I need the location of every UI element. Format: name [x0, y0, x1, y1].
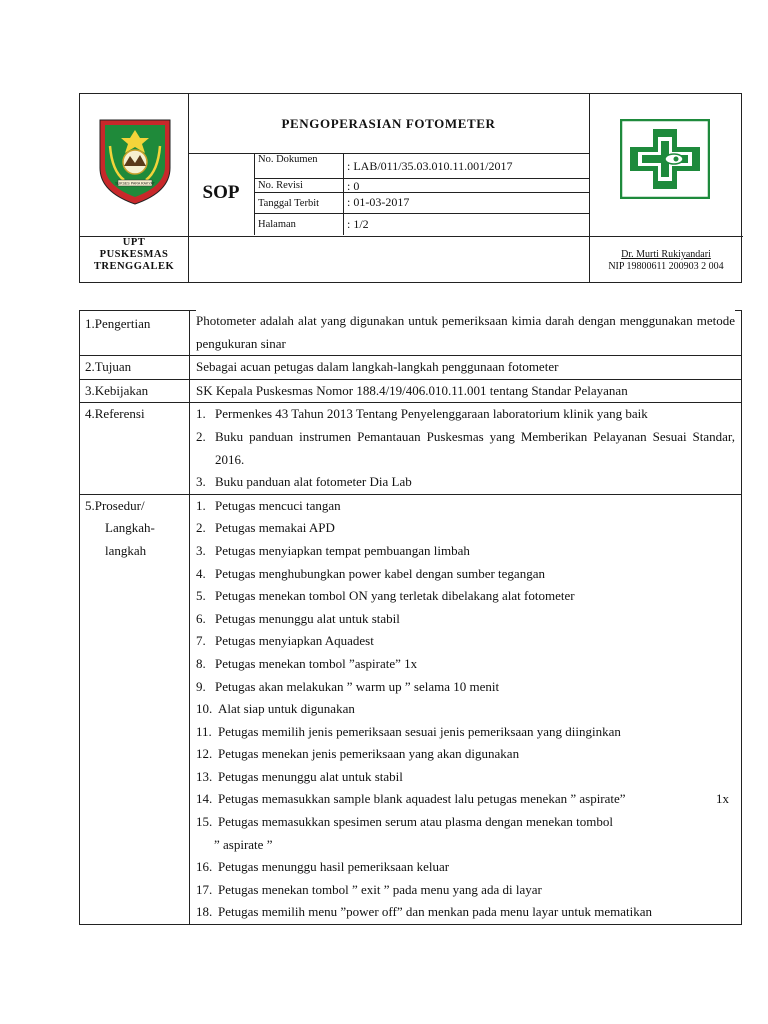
procedure-step: [196, 517, 735, 540]
step-text: Petugas menghubungkan power kabel dengan sumber tegangan: [215, 565, 545, 581]
step-number: 2.: [196, 520, 206, 536]
step-text: Petugas menekan jenis pemeriksaan yang akan digunakan: [218, 746, 520, 762]
item-number: 1.: [196, 406, 206, 422]
section-label: 2.Tujuan: [80, 356, 190, 379]
procedure-step: [196, 608, 735, 631]
list-item: [196, 471, 735, 494]
item-number: 2.: [196, 428, 206, 444]
list-item: [196, 426, 735, 471]
divider: [188, 236, 589, 237]
section-text: SK Kepala Puskesmas Nomor 188.4/19/406.010.11.001 tentang Standar Pelayanan: [196, 382, 628, 398]
step-number: 1.: [196, 497, 206, 513]
step-text: Alat siap untuk digunakan: [218, 701, 355, 717]
regency-emblem-icon: [96, 116, 174, 206]
procedure-step: [196, 856, 735, 879]
org-line: PUSKESMAS: [99, 249, 169, 260]
divider: [254, 192, 589, 193]
issue-date-label: Tanggal Terbit: [258, 198, 320, 209]
step-number: 15.: [196, 814, 213, 830]
signer-name: Dr. Murti Rukiyandari: [621, 249, 711, 260]
step-text: Petugas menyiapkan Aquadest: [215, 633, 374, 649]
procedure-step: [196, 653, 735, 676]
procedure-steps: [190, 495, 741, 924]
step-text: Petugas memilih menu ”power off” dan menkan pada menu layar untuk mematikan: [218, 904, 653, 920]
section-referensi: [80, 402, 741, 493]
section-text: Sebagai acuan petugas dalam langkah-langkah penggunaan fotometer: [196, 359, 559, 375]
procedure-step: [196, 698, 735, 721]
step-number: 12.: [196, 746, 213, 762]
section-text: Photometer adalah alat yang digunakan untuk pemeriksaan kimia darah dengan menggunakan metode pengukuran sinar: [196, 313, 735, 351]
step-text: Petugas menunggu hasil pemeriksaan keluar: [218, 859, 450, 875]
step-number: 10.: [196, 701, 213, 717]
section-tujuan: [80, 355, 741, 379]
procedure-step: [196, 585, 735, 608]
divider: [254, 153, 255, 235]
step-number: 6.: [196, 610, 206, 626]
item-text: Buku panduan instrumen Pemantauan Puskesmas yang Memberikan Pelayanan Sesuai Standar, 2016.: [215, 428, 735, 467]
list-item: [196, 403, 735, 426]
document-title: PENGOPERASIAN FOTOMETER: [281, 116, 496, 131]
section-prosedur: [80, 494, 741, 924]
page-label: Halaman: [258, 219, 296, 230]
step-number: 4.: [196, 565, 206, 581]
signer-block: [589, 249, 743, 273]
org-line: UPT: [122, 237, 146, 248]
divider: [188, 153, 589, 154]
puskesmas-logo-icon: [620, 119, 710, 199]
signer-nip: NIP 19800611 200903 2 004: [608, 261, 724, 272]
step-text: Petugas menyiapkan tempat pembuangan limbah: [215, 542, 470, 558]
procedure-step: [196, 563, 735, 586]
section-pengertian: [80, 310, 741, 355]
reference-list: [190, 403, 741, 493]
section-kebijakan: [80, 379, 741, 403]
procedure-step: [196, 540, 735, 563]
label-line: Langkah-: [105, 520, 155, 536]
page-value: : 1/2: [347, 217, 369, 231]
step-text: Petugas memilih jenis pemeriksaan sesuai jenis pemeriksaan yang diinginkan: [218, 723, 621, 739]
organization-name: [80, 237, 188, 273]
section-label: [80, 495, 190, 924]
step-number: 8.: [196, 655, 206, 671]
procedure-step: [196, 901, 735, 924]
sop-label: SOP: [202, 182, 240, 203]
step-continuation: ” aspirate ”: [214, 836, 273, 852]
divider: [589, 236, 743, 237]
label-line: 5.Prosedur/: [85, 497, 145, 513]
step-number: 3.: [196, 542, 206, 558]
step-text: Petugas memakai APD: [215, 520, 335, 536]
step-text: Petugas menekan tombol ”aspirate” 1x: [215, 655, 418, 671]
step-text: Petugas mencuci tangan: [215, 497, 341, 513]
divider: [254, 213, 589, 214]
sop-header: [79, 93, 742, 283]
revision-label: No. Revisi: [258, 180, 303, 191]
procedure-step: [196, 788, 735, 811]
step-number: 14.: [196, 791, 213, 807]
item-text: Permenkes 43 Tahun 2013 Tentang Penyelenggaraan laboratorium klinik yang baik: [215, 406, 648, 422]
divider: [254, 178, 589, 179]
revision-value: : 0: [347, 179, 360, 193]
procedure-step: [196, 811, 735, 856]
step-text: Petugas menekan tombol ON yang terletak dibelakang alat fotometer: [215, 588, 575, 604]
section-label: 1.Pengertian: [80, 310, 190, 355]
label-line: langkah: [105, 542, 147, 558]
step-text: Petugas menunggu alat untuk stabil: [218, 768, 403, 784]
step-number: 5.: [196, 588, 206, 604]
procedure-step: [196, 676, 735, 699]
step-number: 7.: [196, 633, 206, 649]
step-text: Petugas menunggu alat untuk stabil: [215, 610, 400, 626]
procedure-step: [196, 879, 735, 902]
procedure-step: [196, 495, 735, 518]
procedure-step: [196, 743, 735, 766]
step-number: 17.: [196, 881, 213, 897]
step-number: 13.: [196, 768, 213, 784]
step-suffix: 1x: [716, 791, 729, 807]
section-label: 3.Kebijakan: [80, 380, 190, 403]
doc-number-value: : LAB/011/35.03.010.11.001/2017: [347, 159, 513, 173]
step-text: Petugas akan melakukan ” warm up ” selama 10 menit: [215, 678, 500, 694]
svg-text:SUKSES PARA RAKYAT: SUKSES PARA RAKYAT: [115, 181, 155, 186]
step-number: 9.: [196, 678, 206, 694]
item-number: 3.: [196, 474, 206, 490]
step-text: Petugas memasukkan spesimen serum atau plasma dengan menekan tombol: [218, 814, 613, 830]
section-label: 4.Referensi: [80, 403, 190, 493]
divider: [343, 153, 344, 235]
step-number: 16.: [196, 859, 213, 875]
procedure-step: [196, 766, 735, 789]
procedure-step: [196, 721, 735, 744]
step-number: 11.: [196, 723, 212, 739]
sop-content-table: [79, 310, 742, 925]
issue-date-value: : 01-03-2017: [347, 195, 410, 209]
doc-number-label: No. Dokumen: [258, 154, 318, 165]
procedure-step: [196, 630, 735, 653]
org-line: TRENGGALEK: [93, 261, 175, 272]
step-number: 18.: [196, 904, 213, 920]
step-text: Petugas menekan tombol ” exit ” pada menu yang ada di layar: [218, 881, 542, 897]
item-text: Buku panduan alat fotometer Dia Lab: [215, 474, 412, 490]
step-text: Petugas memasukkan sample blank aquadest lalu petugas menekan ” aspirate”: [218, 791, 626, 807]
